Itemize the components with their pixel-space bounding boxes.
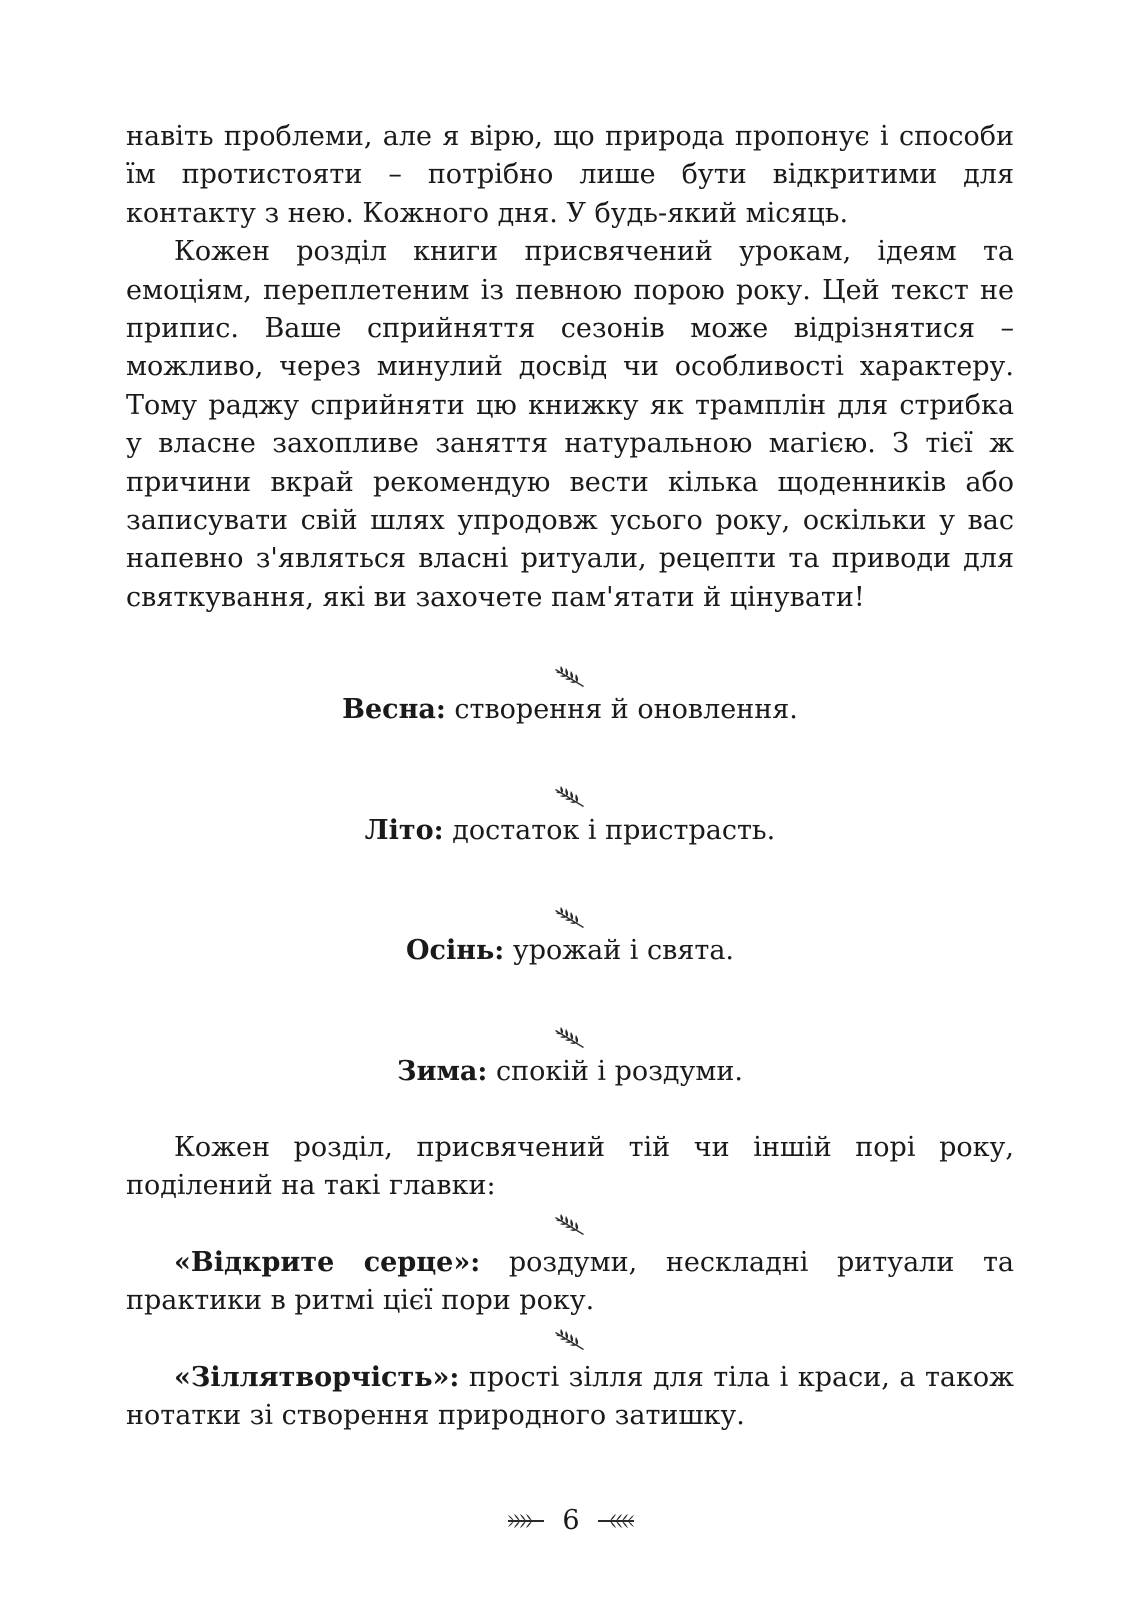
- leaf-sprig-icon: [126, 661, 1014, 691]
- season-summer: [126, 812, 1014, 850]
- chapter-name: «Відкрите серце»:: [174, 1246, 481, 1278]
- season-description: урожай і свята.: [504, 935, 734, 967]
- season-spring: [126, 691, 1014, 729]
- page-footer: [0, 1502, 1142, 1539]
- chapter-name: «Зіллятворчість»:: [174, 1361, 460, 1393]
- paragraph-intro-continued: навіть проблеми, але я вірю, що природа пропонує і способи їм протистояти – потрібно лише бути відкритими для контакту з нею. Кожного дня. У будь-який місяць.: [126, 121, 1014, 229]
- page-number: 6: [562, 1504, 580, 1536]
- season-description: спокій і роздуми.: [487, 1055, 744, 1087]
- paragraph-chapter-structure: Кожен розділ, присвячений тій чи іншій порі року, поділений на такі главки:: [126, 1131, 1014, 1202]
- chapter-open-heart: [126, 1244, 1014, 1321]
- season-description: створення й оновлення.: [445, 694, 798, 726]
- leaf-sprig-icon: [126, 1023, 1014, 1053]
- season-name: Зима:: [396, 1055, 488, 1087]
- leaf-sprig-right-icon: [596, 1510, 636, 1532]
- chapter-potion-craft: [126, 1359, 1014, 1436]
- season-description: достаток і пристрасть.: [443, 814, 776, 846]
- page-content: [126, 118, 1014, 1435]
- season-winter: [126, 1053, 1014, 1091]
- leaf-sprig-icon: [126, 902, 1014, 932]
- paragraph-chapters-description: Кожен розділ книги присвячений урокам, ідеям та емоціям, переплетеним із певною порою року. Цей текст не припис. Ваше сприйняття сезонів може відрізнятися – можливо, через минулий досвід чи особливості характеру. Тому раджу сприйняти цю книжку як трамплін для стрибка у власне захопливе заняття натуральною магією. З тієї ж причини вкрай рекомендую вести кілька щоденників або записувати свій шлях упродовж усього року, оскільки у вас напевно з'являться власні ритуали, рецепти та приводи для святкування, які ви захочете пам'ятати й цінувати!: [126, 236, 1014, 613]
- leaf-sprig-icon: [126, 782, 1014, 812]
- leaf-sprig-left-icon: [506, 1510, 546, 1532]
- season-autumn: [126, 932, 1014, 970]
- season-name: Літо:: [364, 814, 444, 846]
- leaf-sprig-icon: [126, 1325, 1014, 1355]
- leaf-sprig-icon: [126, 1210, 1014, 1240]
- chapter-description: прості зілля для тіла і краси, а також нотатки зі створення природного затишку.: [126, 1361, 1014, 1431]
- chapter-description: роздуми, нескладні ритуали та практики в ритмі цієї пори року.: [126, 1246, 1015, 1317]
- season-name: Весна:: [342, 694, 446, 726]
- season-name: Осінь:: [406, 935, 505, 967]
